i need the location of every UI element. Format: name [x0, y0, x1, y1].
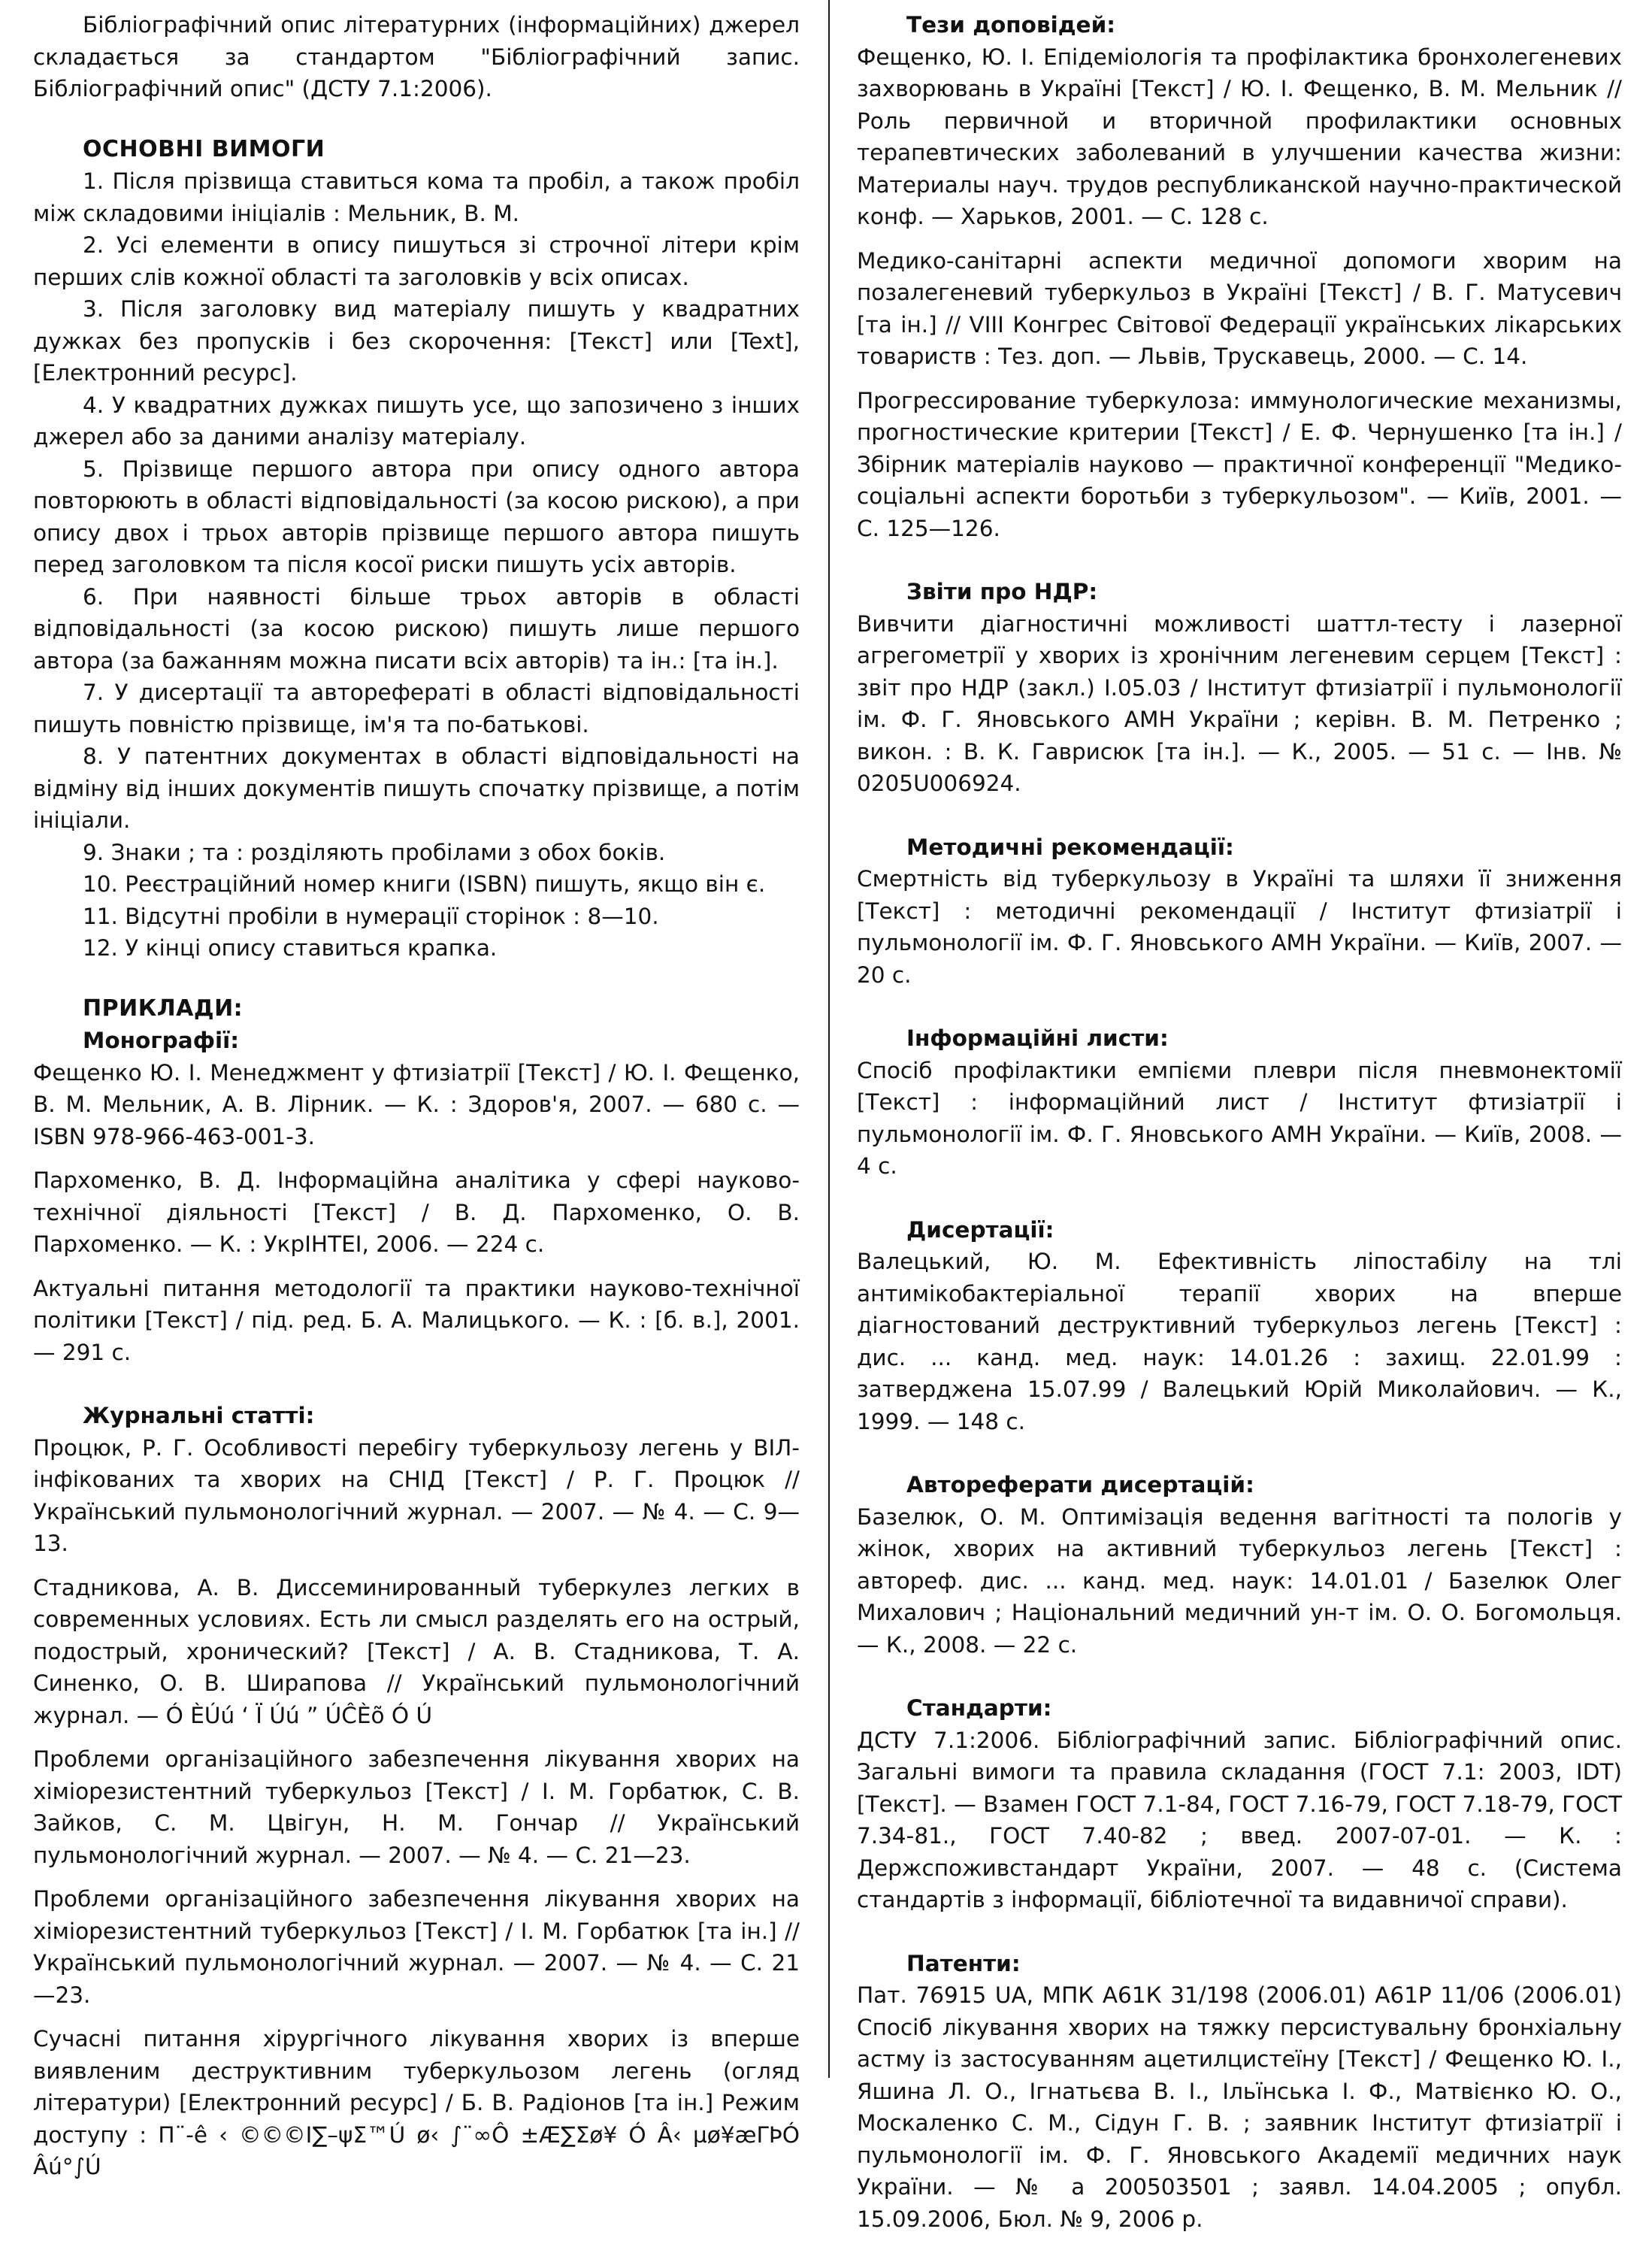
patents-list	[857, 1979, 1622, 2235]
reports-heading: Звіти про НДР:	[906, 579, 1098, 604]
patent-entry: Пат. 76915 UA, МПК А61К 31/198 (2006.01) А61Р 11/06 (2006.01) Спосіб лікування хворих на тяжку персистувальну бронхіальну астму із застосуванням ацетилцистеїну [Текст] / Фещенко Ю. І., Яшина Л. О., Ігнатьєва В. І., Ільїнська І. Ф., Матвієнко Ю. О., Москаленко С. М., Сідун Г. В. ; заявник Інститут фтизіатрії і пульмонології ім. Ф. Г. Яновського Академії медичних наук України. — № а 200503501 ; заявл. 14.04.2005 ; опубл. 15.09.2006, Бюл. № 9, 2006 р.	[857, 1982, 1622, 2232]
report-entry: Вивчити діагностичні можливості шаттл-тесту і лазерної агрегометрії у хворих із хронічним легеневим серцем [Текст] : звіт про НДР (закл.) І.05.03 / Інститут фтизіатрії і пульмонології ім. Ф. Г. Яновського АМН України ; керівн. В. М. Петренко ; викон. : В. К. Гаврисюк [та ін.]. — К., 2005. — 51 с. — Інв. № 0205U006924.	[857, 610, 1622, 796]
dissertation-entry: Валецький, Ю. М. Ефективність ліпостабілу на тлі антимікобактеріальної терапії хворих на вперше діагностований деструктивний туберкульоз легень [Текст] : дис. ... канд. мед. наук: 14.01.26 : захищ. 22.01.99 : затверджена 15.07.99 / Валецький Юрій Миколайович. — К., 1999. — 148 с.	[857, 1249, 1622, 1434]
articles-list	[33, 1432, 800, 2183]
requirement-item: 7. У дисертації та авторефераті в області відповідальності пишуть повністю прізвище, ім'я та по-батькові.	[33, 680, 800, 737]
thesis-entry: Прогрессирование туберкулоза: иммунологические механизмы, прогностические критерии [Текст] / Е. Ф. Чернушенко [та ін.] / Збірник матеріалів науково — практичної конференції "Медико-соціальні аспекти боротьби з туберкульозом". — Київ, 2001. — С. 125—126.	[857, 387, 1622, 541]
right-column	[857, 9, 1622, 2247]
monographs-heading: Монографії:	[83, 1028, 239, 1053]
theses-heading: Тези доповідей:	[906, 12, 1116, 38]
methodical-heading: Методичні рекомендації:	[906, 834, 1234, 860]
monograph-entry: Пархоменко, В. Д. Інформаційна аналітика у сфері науково-технічної діяльності [Текст] / В. Д. Пархоменко, О. В. Пархоменко. — К. : УкрІНТЕІ, 2006. — 224 с.	[33, 1167, 800, 1257]
requirement-item: 11. Відсутні пробіли в нумерації сторінок : 8—10.	[83, 903, 659, 929]
requirement-item: 12. У кінці опису ставиться крапка.	[83, 935, 498, 961]
article-entry: Стадникова, А. В. Диссеминированный туберкулез легких в современных условиях. Есть ли смысл разделять его на острый, подострый, хронический? [Текст] / А. В. Стадникова, Т. А. Синенко, О. В. Ширапова // Український пульмонологічний журнал. — Ó ÈÚú ‘ Ï Úú ” ÚĈÈõ Ó Ú	[33, 1574, 800, 1728]
requirement-item: 3. Після заголовку вид матеріалу пишуть у квадратних дужках без пропусків і без скорочення: [Текст] или [Text], [Електронний ресурс].	[33, 296, 800, 386]
requirement-item: 5. Прізвище першого автора при опису одного автора повторюють в області відповідальності (за косою рискою), а при опису двох і трьох авторів прізвище першого автора пишуть перед заголовком та після косої риски пишуть усіх авторів.	[33, 456, 800, 577]
thesis-entry: Медико-санітарні аспекти медичної допомоги хворим на позалегеневий туберкульоз в Україні [Текст] / В. Г. Матусевич [та ін.] // VIII Конгрес Світової Федерації українських лікарських товариств : Тез. доп. — Львів, Трускавець, 2000. — С. 14.	[857, 247, 1622, 369]
requirement-item: 9. Знаки ; та : розділяють пробілами з обох боків.	[83, 839, 666, 865]
article-entry: Проблеми організаційного забезпечення лікування хворих на хіміорезистентний туберкульоз [Текст] / І. М. Горбатюк, С. В. Зайков, С. М. Цвігун, Н. М. Гончар // Український пульмонологічний журнал. — 2007. — № 4. — С. 21—23.	[33, 1746, 800, 1868]
letters-list	[857, 1055, 1622, 1183]
standards-list	[857, 1725, 1622, 1916]
requirements-list	[33, 165, 800, 965]
requirement-item: 2. Усі елементи в опису пишуться зі строчної літери крім перших слів кожної області та заголовків у всіх описах.	[33, 232, 800, 290]
examples-heading: ПРИКЛАДИ:	[83, 995, 244, 1022]
requirement-item: 10. Реєстраційний номер книги (ISBN) пишуть, якщо він є.	[83, 871, 766, 897]
letters-heading: Інформаційні листи:	[906, 1025, 1169, 1051]
monograph-entry: Актуальні питання методології та практики науково-технічної політики [Текст] / під. ред. Б. А. Малицького. — К. : [б. в.], 2001. — 291 с.	[33, 1275, 800, 1365]
abstracts-heading: Автореферати дисертацій:	[906, 1472, 1254, 1497]
articles-heading: Журнальні статті:	[83, 1403, 315, 1428]
methodical-entry: Смертність від туберкульозу в Україні та шляхи її зниження [Текст] : методичні рекомендації / Інститут фтизіатрії і пульмонології ім. Ф. Г. Яновського АМН України. — Київ, 2007. — 20 с.	[857, 866, 1622, 988]
requirement-item: 8. У патентних документах в області відповідальності на відміну від інших документів пишуть спочатку прізвище, а потім ініціали.	[33, 743, 800, 833]
requirement-item: 1. Після прізвища ставиться кома та пробіл, а також пробіл між складовими ініціалів : Мельник, В. М.	[33, 168, 800, 226]
requirement-item: 4. У квадратних дужках пишуть усе, що запозичено з інших джерел або за даними аналізу матеріалу.	[33, 392, 800, 450]
abstracts-list	[857, 1501, 1622, 1661]
requirements-heading: ОСНОВНІ ВИМОГИ	[83, 135, 325, 162]
abstract-entry: Базелюк, О. М. Оптимізація ведення вагітності та пологів у жінок, хворих на активний туберкульоз легень [Текст] : автореф. дис. ... канд. мед. наук: 14.01.01 / Базелюк Олег Михалович ; Національний медичний ун-т ім. О. О. Богомольця. — К., 2008. — 22 с.	[857, 1504, 1622, 1658]
dissertations-heading: Дисертації:	[906, 1216, 1054, 1243]
requirement-item: 6. При наявності більше трьох авторів в області відповідальності (за косою рискою) пишуть лише першого автора (за бажанням можна писати всіх авторів) та ін.: [та ін.].	[33, 583, 800, 674]
letter-entry: Спосіб профілактики емпієми плеври після пневмонектомії [Текст] : інформаційний лист / Інститут фтизіатрії і пульмонології ім. Ф. Г. Яновського АМН України. — Київ, 2008. — 4 с.	[857, 1057, 1622, 1179]
standards-heading: Стандарти:	[906, 1695, 1052, 1721]
reports-list	[857, 608, 1622, 800]
monographs-list	[33, 1057, 800, 1369]
theses-list	[857, 41, 1622, 545]
article-entry: Процюк, Р. Г. Особливості перебігу туберкульозу легень у ВІЛ-інфікованих та хворих на СНІД [Текст] / Р. Г. Процюк // Український пульмонологічний журнал. — 2007. — № 4. — С. 9—13.	[33, 1434, 800, 1556]
thesis-entry: Фещенко, Ю. І. Епідеміологія та профілактика бронхолегеневих захворювань в Україні [Текст] / Ю. І. Фещенко, В. М. Мельник // Роль первичной и вторичной профилактики основных терапевтических заболеваний в улучшении качества жизни: Материалы науч. трудов республиканской научно-практической конф. — Харьков, 2001. — С. 128 с.	[857, 44, 1622, 229]
patents-heading: Патенти:	[906, 1950, 1021, 1976]
methodical-list	[857, 863, 1622, 991]
article-entry: Проблеми організаційного забезпечення лікування хворих на хіміорезистентний туберкульоз [Текст] / І. М. Горбатюк [та ін.] // Український пульмонологічний журнал. — 2007. — № 4. — С. 21—23.	[33, 1886, 800, 2008]
left-column	[33, 9, 800, 2195]
column-divider	[828, 0, 830, 2078]
standard-entry: ДСТУ 7.1:2006. Бібліографічний запис. Бібліографічний опис. Загальні вимоги та правила складання (ГОСТ 7.1: 2003, IDT) [Текст]. — Взамен ГОСТ 7.1-84, ГОСТ 7.16-79, ГОСТ 7.18-79, ГОСТ 7.34-81., ГОСТ 7.40-82 ; введ. 2007-07-01. — К. : Держспоживстандарт України, 2007. — 48 с. (Система стандартів з інформації, бібліотечної та видавничої справи).	[857, 1727, 1622, 1912]
monograph-entry: Фещенко Ю. І. Менеджмент у фтизіатрії [Текст] / Ю. І. Фещенко, В. М. Мельник, А. В. Лірник. — К. : Здоров'я, 2007. — 680 с. — ISBN 978-966-463-001-3.	[33, 1059, 800, 1149]
intro-paragraph: Бібліографічний опис літературних (інформаційних) джерел складається за стандартом "Бібліографічний запис. Бібліографічний опис" (ДСТУ 7.1:2006).	[33, 12, 800, 101]
article-entry: Сучасні питання хірургічного лікування хворих із вперше виявленим деструктивним туберкульозом легень (огляд літератури) [Електронний ресурс] / Б. В. Радіонов [та ін.] Режим доступу : П¨‑ê ‹ ©©©Ι∑–ψΣ™Ú ø‹ ∫¨∞Ô ±Æ∑Σø¥ Ó Â‹ µø¥æΓÞÓ Âú°∫Ú	[33, 2026, 800, 2179]
dissertations-list	[857, 1246, 1622, 1437]
